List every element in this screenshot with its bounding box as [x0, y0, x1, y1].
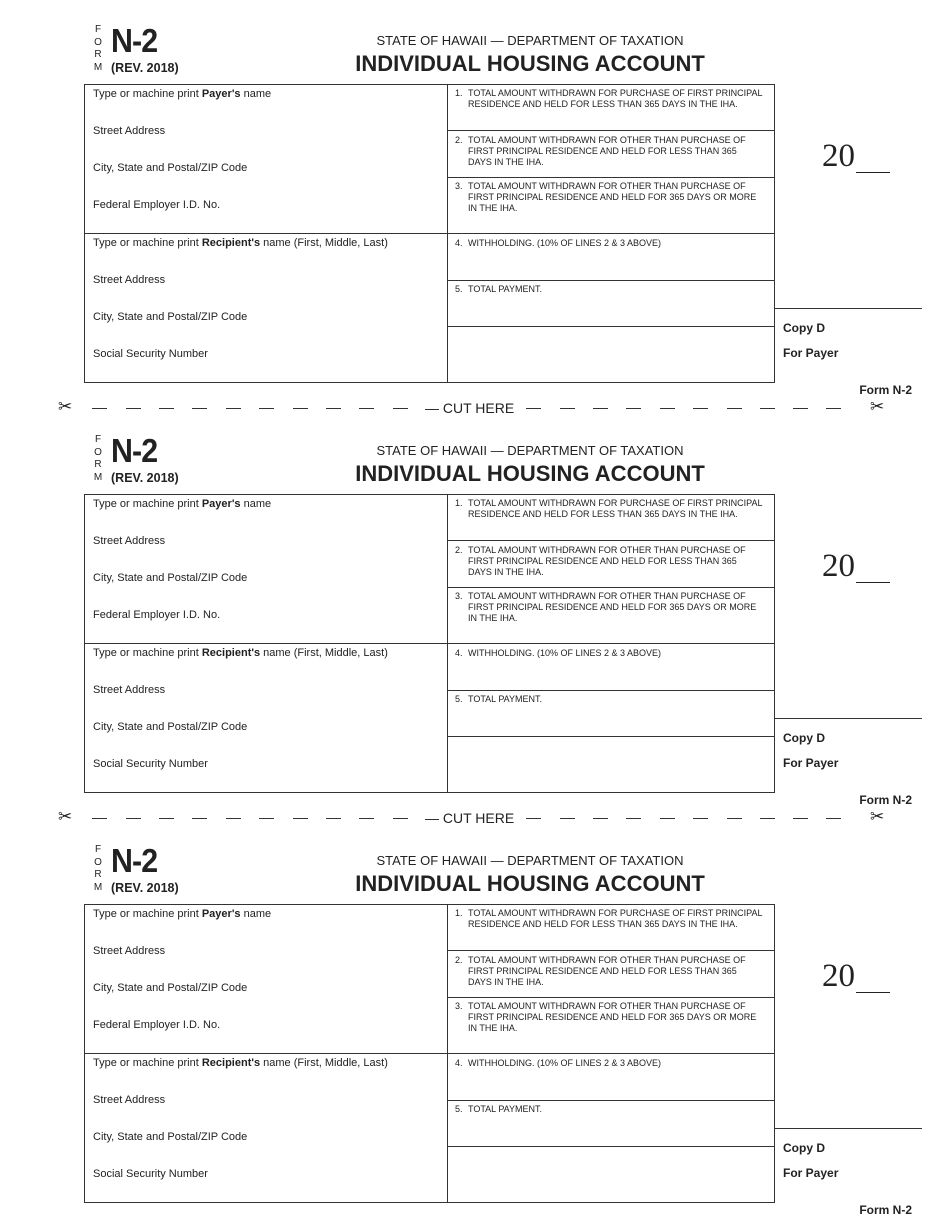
cut-dash: [259, 408, 274, 409]
form-revision: (REV. 2018): [111, 471, 179, 485]
line-2-label: 2. TOTAL AMOUNT WITHDRAWN FOR OTHER THAN PURCHASE OF FIRST PRINCIPAL RESIDENCE AND HELD FOR LESS THAN 365 DAYS IN THE IHA.: [455, 135, 746, 167]
form-footer: Form N-2: [859, 383, 912, 397]
blank-box: [447, 326, 775, 383]
copy-for-label: For Payer: [783, 756, 839, 770]
payer-box: [84, 494, 448, 644]
recipient-box: [84, 233, 448, 383]
cut-here-text: — CUT HERE: [425, 400, 515, 416]
payer-street-label: Street Address: [93, 535, 166, 547]
blank-box: [447, 736, 775, 793]
tax-year-prefix: 20: [822, 958, 855, 994]
recipient-city-label: City, State and Postal/ZIP Code: [93, 311, 248, 323]
payer-box: [84, 84, 448, 234]
line-5-label: 5. TOTAL PAYMENT.: [455, 694, 543, 704]
ssn-label: Social Security Number: [93, 1168, 208, 1180]
payer-name-label: Type or machine print Payer's name: [93, 498, 272, 510]
cut-dash: [359, 818, 374, 819]
scissors-icon: ✂: [58, 807, 73, 826]
cut-dash: [126, 408, 141, 409]
payer-city-label: City, State and Postal/ZIP Code: [93, 982, 248, 994]
form-title: INDIVIDUAL HOUSING ACCOUNT: [355, 461, 705, 486]
line-1-label: 1. TOTAL AMOUNT WITHDRAWN FOR PURCHASE OF FIRST PRINCIPAL RESIDENCE AND HELD FOR LESS THAN 365 DAYS IN THE IHA.: [455, 908, 763, 929]
copy-for-label: For Payer: [783, 1166, 839, 1180]
line-3-label: 3. TOTAL AMOUNT WITHDRAWN FOR OTHER THAN PURCHASE OF FIRST PRINCIPAL RESIDENCE AND HELD FOR 365 DAYS OR MORE IN THE IHA.: [455, 591, 757, 623]
form-number: N-2: [111, 842, 158, 879]
cut-dash: [560, 818, 575, 819]
cut-dash: [126, 818, 141, 819]
tax-year-field[interactable]: [856, 172, 890, 173]
payer-name-label: Type or machine print Payer's name: [93, 908, 272, 920]
recipient-box: [84, 1053, 448, 1203]
copy-label: Copy D: [783, 731, 825, 745]
payer-box: [84, 904, 448, 1054]
cut-dash: [393, 408, 408, 409]
cut-dash: [293, 818, 308, 819]
cut-dash: [359, 408, 374, 409]
line-1-label: 1. TOTAL AMOUNT WITHDRAWN FOR PURCHASE OF FIRST PRINCIPAL RESIDENCE AND HELD FOR LESS THAN 365 DAYS IN THE IHA.: [455, 88, 763, 109]
line-4-label: 4. WITHHOLDING. (10% OF LINES 2 & 3 ABOVE): [455, 238, 662, 248]
ssn-label: Social Security Number: [93, 758, 208, 770]
line-5-label: 5. TOTAL PAYMENT.: [455, 284, 543, 294]
cut-dash: [226, 818, 241, 819]
scissors-icon: ✂: [870, 807, 885, 826]
payer-city-label: City, State and Postal/ZIP Code: [93, 572, 248, 584]
copy-for-label: For Payer: [783, 346, 839, 360]
recipient-name-label: Type or machine print Recipient's name (First, Middle, Last): [93, 237, 388, 249]
form-title: INDIVIDUAL HOUSING ACCOUNT: [355, 51, 705, 76]
cut-dash: [159, 408, 174, 409]
cut-dash: [92, 408, 107, 409]
recipient-city-label: City, State and Postal/ZIP Code: [93, 1131, 248, 1143]
ssn-label: Social Security Number: [93, 348, 208, 360]
cut-dash: [92, 818, 107, 819]
payer-street-label: Street Address: [93, 945, 166, 957]
recipient-box: [84, 643, 448, 793]
form-number: N-2: [111, 432, 158, 469]
form-vertical-label: [93, 434, 103, 484]
cut-dash: [793, 818, 808, 819]
copy-divider: [774, 308, 922, 309]
form-revision: (REV. 2018): [111, 881, 179, 895]
cut-dash: [326, 408, 341, 409]
cut-dash: [793, 408, 808, 409]
form-letter: O: [94, 36, 102, 48]
cut-dash: [660, 818, 675, 819]
form-letter: M: [93, 61, 103, 73]
cut-dash: [826, 408, 841, 409]
form-letter: R: [94, 869, 102, 880]
cut-dash: [226, 408, 241, 409]
cut-here-text: — CUT HERE: [425, 810, 515, 826]
recipient-city-label: City, State and Postal/ZIP Code: [93, 721, 248, 733]
recipient-street-label: Street Address: [93, 274, 166, 286]
line-2-label: 2. TOTAL AMOUNT WITHDRAWN FOR OTHER THAN PURCHASE OF FIRST PRINCIPAL RESIDENCE AND HELD FOR LESS THAN 365 DAYS IN THE IHA.: [455, 545, 746, 577]
blank-box: [447, 1146, 775, 1203]
form-copy-2: [0, 410, 950, 820]
recipient-name-label: Type or machine print Recipient's name (First, Middle, Last): [93, 647, 388, 659]
cut-dash: [526, 408, 541, 409]
payer-city-label: City, State and Postal/ZIP Code: [93, 162, 248, 174]
form-revision: (REV. 2018): [111, 61, 179, 75]
line-5-label: 5. TOTAL PAYMENT.: [455, 1104, 543, 1114]
line-2-label: 2. TOTAL AMOUNT WITHDRAWN FOR OTHER THAN PURCHASE OF FIRST PRINCIPAL RESIDENCE AND HELD FOR LESS THAN 365 DAYS IN THE IHA.: [455, 955, 746, 987]
payer-name-label: Type or machine print Payer's name: [93, 88, 272, 100]
cut-dash: [159, 818, 174, 819]
cut-dash: [259, 818, 274, 819]
form-letter: R: [94, 49, 102, 60]
line-4-label: 4. WITHHOLDING. (10% OF LINES 2 & 3 ABOVE): [455, 1058, 662, 1068]
cut-dash: [626, 408, 641, 409]
recipient-street-label: Street Address: [93, 1094, 166, 1106]
tax-year-field[interactable]: [856, 992, 890, 993]
agency-name: STATE OF HAWAII — DEPARTMENT OF TAXATION: [376, 33, 684, 48]
cut-dash: [660, 408, 675, 409]
form-copy-3: [0, 820, 950, 1230]
recipient-street-label: Street Address: [93, 684, 166, 696]
federal-id-label: Federal Employer I.D. No.: [93, 609, 221, 621]
cut-dash: [727, 818, 742, 819]
copy-label: Copy D: [783, 321, 825, 335]
agency-name: STATE OF HAWAII — DEPARTMENT OF TAXATION: [376, 853, 684, 868]
copy-divider: [774, 1128, 922, 1129]
form-letter: O: [94, 856, 102, 868]
form-letter: M: [93, 471, 103, 483]
cut-dash: [526, 818, 541, 819]
tax-year-field[interactable]: [856, 582, 890, 583]
form-letter: O: [94, 446, 102, 458]
form-letter: F: [94, 24, 102, 35]
cut-dash: [326, 818, 341, 819]
form-title: INDIVIDUAL HOUSING ACCOUNT: [355, 871, 705, 896]
payer-street-label: Street Address: [93, 125, 166, 137]
cut-dash: [693, 818, 708, 819]
cut-dash: [693, 408, 708, 409]
copy-label: Copy D: [783, 1141, 825, 1155]
cut-dash: [626, 818, 641, 819]
cut-dash: [192, 818, 207, 819]
line-3-label: 3. TOTAL AMOUNT WITHDRAWN FOR OTHER THAN PURCHASE OF FIRST PRINCIPAL RESIDENCE AND HELD FOR 365 DAYS OR MORE IN THE IHA.: [455, 181, 757, 213]
form-vertical-label: [93, 24, 103, 74]
form-footer: Form N-2: [859, 1203, 912, 1217]
form-letter: M: [93, 881, 103, 893]
line-1-label: 1. TOTAL AMOUNT WITHDRAWN FOR PURCHASE OF FIRST PRINCIPAL RESIDENCE AND HELD FOR LESS THAN 365 DAYS IN THE IHA.: [455, 498, 763, 519]
line-4-label: 4. WITHHOLDING. (10% OF LINES 2 & 3 ABOVE): [455, 648, 662, 658]
copy-divider: [774, 718, 922, 719]
line-3-label: 3. TOTAL AMOUNT WITHDRAWN FOR OTHER THAN PURCHASE OF FIRST PRINCIPAL RESIDENCE AND HELD FOR 365 DAYS OR MORE IN THE IHA.: [455, 1001, 757, 1033]
scissors-icon: ✂: [870, 397, 885, 416]
cut-dash: [760, 818, 775, 819]
cut-dash: [593, 408, 608, 409]
cut-dash: [293, 408, 308, 409]
scissors-icon: ✂: [58, 397, 73, 416]
tax-year-prefix: 20: [822, 138, 855, 174]
federal-id-label: Federal Employer I.D. No.: [93, 199, 221, 211]
cut-dash: [593, 818, 608, 819]
cut-dash: [393, 818, 408, 819]
cut-dash: [727, 408, 742, 409]
form-number: N-2: [111, 22, 158, 59]
form-letter: F: [94, 434, 102, 445]
cut-dash: [560, 408, 575, 409]
federal-id-label: Federal Employer I.D. No.: [93, 1019, 221, 1031]
agency-name: STATE OF HAWAII — DEPARTMENT OF TAXATION: [376, 443, 684, 458]
form-copy-1: [0, 0, 950, 410]
form-letter: F: [94, 844, 102, 855]
form-vertical-label: [93, 844, 103, 894]
recipient-name-label: Type or machine print Recipient's name (First, Middle, Last): [93, 1057, 388, 1069]
cut-dash: [192, 408, 207, 409]
cut-dash: [760, 408, 775, 409]
form-letter: R: [94, 459, 102, 470]
tax-year-prefix: 20: [822, 548, 855, 584]
cut-dash: [826, 818, 841, 819]
form-footer: Form N-2: [859, 793, 912, 807]
